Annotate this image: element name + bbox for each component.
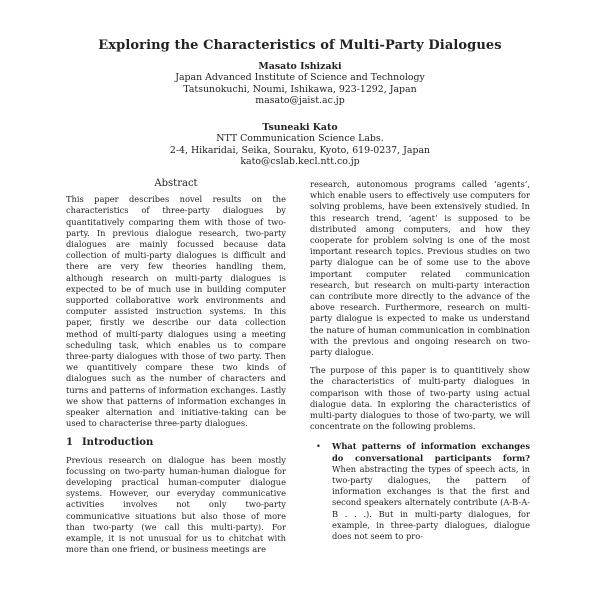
body-paragraph-2: The purpose of this paper is to quantitively show the characteristics of multi-party dialogues in comparison with those of two-party using actual dialogue data. In exploring the characteristics of multi-party dialogues to those of two-party, we will concentrate on the following problems. bbox=[310, 365, 530, 432]
author-name: Tsuneaki Kato bbox=[262, 122, 338, 133]
section-title: Introduction bbox=[82, 437, 154, 449]
author-affiliation: Japan Advanced Institute of Science and Technology bbox=[175, 72, 425, 84]
author-affiliation: NTT Communication Science Labs. bbox=[216, 133, 384, 145]
question-list bbox=[310, 441, 530, 542]
body-paragraph-1: research, autonomous programs called ‘agents’, which enable users to effectively use computers for solving problems, have been extensively studied. In this research trend, ‘agent’ is supposed to be distributed among computers, and how they cooperate for problem solving is one of the most important research topics. Previous studies on two party dialogue can be of some use to the above important computer related communication research, but research on multi-party interaction can contribute more directly to the advance of the above research. Furthermore, research on multi-party dialogue is expected to make us understand the nature of human communication in combination with the previous and ongoing research on two-party dialogue. bbox=[310, 179, 530, 358]
paper-title: Exploring the Characteristics of Multi-Party Dialogues bbox=[98, 38, 502, 53]
section-number: 1 bbox=[66, 437, 73, 449]
question-bold: What patterns of information exchanges do conversational participants form? bbox=[332, 441, 530, 463]
introduction-text: Previous research on dialogue has been mostly focussing on two-party human-human dialogue for developing practical human-computer dialogue systems. However, our everyday communicative activities involves not only two-party communicative situations but also those of more than two-party (we call this multi-party). For example, it is not unusual for us to chitchat with more than one friend, or business meetings are bbox=[66, 454, 286, 555]
question-text: When abstracting the types of speech acts, in two-party dialogues, the pattern of information exchanges is that the first and second speakers alternately contribute (A-B-A-B . . .). But in multi-party dialogues, for example, in three-party dialogues, dialogue does not seem to pro- bbox=[332, 463, 530, 542]
list-item bbox=[310, 441, 530, 542]
abstract-text: This paper describes novel results on the characteristics of three-party dialogues by quantitatively comparing them with those of two-party. In previous dialogue research, two-party dialogues are mainly focussed because data collection of multi-party dialogues is difficult and there are very few theories handling them, although research on multi-party dialogues is expected to be of much use in building computer supported collaborative work environments and computer assisted instruction systems. In this paper, firstly we describe our data collection method of multi-party dialogues using a meeting scheduling task, which enables us to compare three-party dialogues with those of two party. Then we quantitively compare these two kinds of dialogues such as the number of characters and turns and patterns of information exchanges. Lastly we show that patterns of information exchanges in speaker alternation and initiative-taking can be used to characterise three-party dialogues. bbox=[66, 194, 286, 429]
author-name: Masato Ishizaki bbox=[258, 61, 342, 72]
author-email: masato@jaist.ac.jp bbox=[255, 95, 345, 107]
author-address: 2-4, Hikaridai, Seika, Souraku, Kyoto, 619-0237, Japan bbox=[169, 144, 431, 156]
author-block-1 bbox=[0, 61, 600, 107]
author-email: kato@cslab.kecl.ntt.co.jp bbox=[240, 156, 360, 168]
author-block-2 bbox=[0, 122, 600, 168]
bullet-icon: • bbox=[316, 441, 321, 452]
author-address: Tatsunokuchi, Noumi, Ishikawa, 923-1292, Japan bbox=[183, 83, 417, 95]
left-column bbox=[66, 178, 286, 556]
right-column bbox=[310, 179, 530, 542]
abstract-heading: Abstract bbox=[154, 178, 198, 189]
section-heading-introduction bbox=[66, 437, 286, 448]
